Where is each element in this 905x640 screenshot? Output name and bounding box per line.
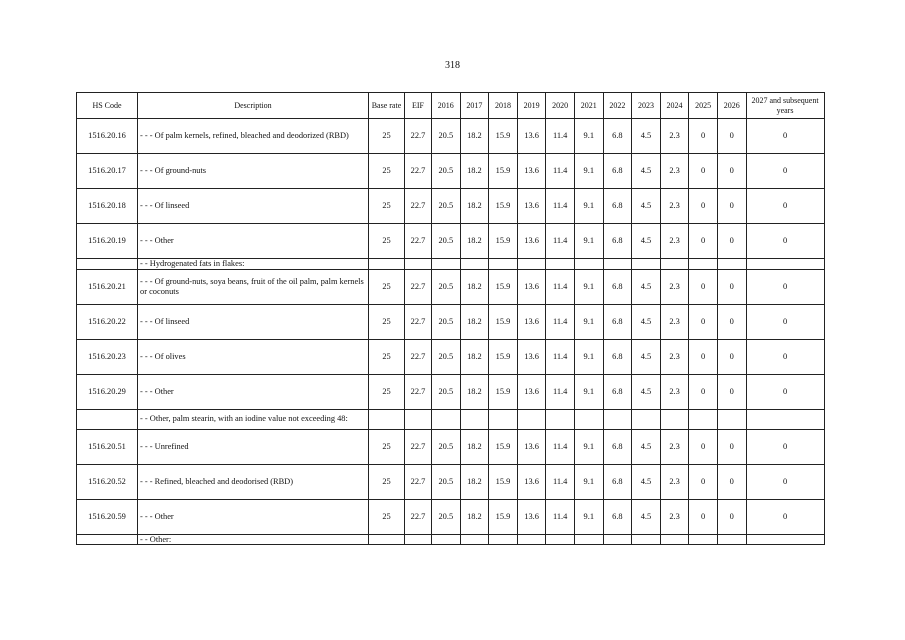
rate-cell: 0 xyxy=(746,224,824,259)
rate-cell: 9.1 xyxy=(574,429,603,464)
rate-cell: 18.2 xyxy=(460,304,489,339)
rate-cell xyxy=(432,259,461,270)
rate-cell: 9.1 xyxy=(574,374,603,409)
rate-cell xyxy=(517,409,546,429)
rate-cell: 25 xyxy=(369,464,405,499)
table-row xyxy=(77,534,825,545)
rate-cell xyxy=(489,409,518,429)
rate-cell xyxy=(603,534,632,545)
rate-cell: 9.1 xyxy=(574,339,603,374)
rate-cell: 13.6 xyxy=(517,119,546,154)
rate-cell: 20.5 xyxy=(432,304,461,339)
rate-cell: 25 xyxy=(369,269,405,304)
column-header: 2025 xyxy=(689,93,718,119)
rate-cell: 22.7 xyxy=(405,374,432,409)
rate-cell: 4.5 xyxy=(632,429,661,464)
rate-cell: 0 xyxy=(717,269,746,304)
column-header: Description xyxy=(138,93,369,119)
rate-cell: 0 xyxy=(717,429,746,464)
hs-code-cell: 1516.20.17 xyxy=(77,154,138,189)
rate-cell xyxy=(369,259,405,270)
rate-cell xyxy=(546,259,575,270)
rate-cell: 11.4 xyxy=(546,499,575,534)
rate-cell: 0 xyxy=(746,189,824,224)
table-header-row xyxy=(77,93,825,119)
description-cell: - - - Other xyxy=(138,499,369,534)
column-header: 2016 xyxy=(432,93,461,119)
tariff-schedule-table xyxy=(76,92,825,545)
rate-cell: 4.5 xyxy=(632,499,661,534)
rate-cell xyxy=(460,259,489,270)
rate-cell: 20.5 xyxy=(432,224,461,259)
rate-cell xyxy=(460,409,489,429)
rate-cell: 0 xyxy=(689,189,718,224)
rate-cell: 11.4 xyxy=(546,304,575,339)
rate-cell: 13.6 xyxy=(517,339,546,374)
rate-cell xyxy=(632,409,661,429)
rate-cell xyxy=(746,409,824,429)
rate-cell: 0 xyxy=(746,499,824,534)
rate-cell: 0 xyxy=(689,429,718,464)
rate-cell xyxy=(717,534,746,545)
table-row xyxy=(77,339,825,374)
rate-cell: 22.7 xyxy=(405,499,432,534)
table-row xyxy=(77,154,825,189)
rate-cell: 18.2 xyxy=(460,374,489,409)
rate-cell: 15.9 xyxy=(489,304,518,339)
rate-cell: 25 xyxy=(369,429,405,464)
rate-cell: 2.3 xyxy=(660,224,689,259)
rate-cell: 13.6 xyxy=(517,499,546,534)
rate-cell: 20.5 xyxy=(432,119,461,154)
rate-cell: 25 xyxy=(369,374,405,409)
hs-code-cell: 1516.20.59 xyxy=(77,499,138,534)
rate-cell xyxy=(517,259,546,270)
rate-cell: 0 xyxy=(746,269,824,304)
rate-cell: 0 xyxy=(717,189,746,224)
column-header: 2027 and subsequent years xyxy=(746,93,824,119)
rate-cell: 6.8 xyxy=(603,269,632,304)
rate-cell xyxy=(660,259,689,270)
column-header: 2026 xyxy=(717,93,746,119)
hs-code-cell: 1516.20.19 xyxy=(77,224,138,259)
table-row xyxy=(77,409,825,429)
rate-cell: 25 xyxy=(369,224,405,259)
rate-cell: 4.5 xyxy=(632,189,661,224)
rate-cell xyxy=(517,534,546,545)
rate-cell: 6.8 xyxy=(603,189,632,224)
rate-cell: 22.7 xyxy=(405,269,432,304)
hs-code-cell: 1516.20.52 xyxy=(77,464,138,499)
rate-cell: 11.4 xyxy=(546,429,575,464)
rate-cell xyxy=(489,534,518,545)
rate-cell: 4.5 xyxy=(632,374,661,409)
column-header: 2024 xyxy=(660,93,689,119)
rate-cell: 15.9 xyxy=(489,499,518,534)
description-cell: - - Hydrogenated fats in flakes: xyxy=(138,259,369,270)
description-cell: - - - Other xyxy=(138,374,369,409)
rate-cell xyxy=(689,534,718,545)
rate-cell: 15.9 xyxy=(489,374,518,409)
rate-cell xyxy=(660,409,689,429)
rate-cell: 0 xyxy=(717,499,746,534)
rate-cell: 9.1 xyxy=(574,464,603,499)
rate-cell: 6.8 xyxy=(603,374,632,409)
rate-cell: 0 xyxy=(717,374,746,409)
rate-cell: 0 xyxy=(746,374,824,409)
rate-cell: 0 xyxy=(689,154,718,189)
rate-cell xyxy=(717,409,746,429)
rate-cell: 22.7 xyxy=(405,154,432,189)
hs-code-cell: 1516.20.22 xyxy=(77,304,138,339)
description-cell: - - Other: xyxy=(138,534,369,545)
rate-cell: 20.5 xyxy=(432,154,461,189)
table-row xyxy=(77,374,825,409)
rate-cell: 2.3 xyxy=(660,464,689,499)
rate-cell xyxy=(546,409,575,429)
rate-cell: 0 xyxy=(689,499,718,534)
rate-cell: 13.6 xyxy=(517,429,546,464)
rate-cell: 20.5 xyxy=(432,464,461,499)
rate-cell: 0 xyxy=(717,464,746,499)
rate-cell: 18.2 xyxy=(460,189,489,224)
table-row xyxy=(77,189,825,224)
rate-cell: 0 xyxy=(717,119,746,154)
rate-cell xyxy=(432,409,461,429)
rate-cell: 25 xyxy=(369,499,405,534)
rate-cell: 9.1 xyxy=(574,304,603,339)
description-cell: - - - Unrefined xyxy=(138,429,369,464)
hs-code-cell: 1516.20.23 xyxy=(77,339,138,374)
rate-cell: 20.5 xyxy=(432,189,461,224)
rate-cell: 9.1 xyxy=(574,154,603,189)
rate-cell: 20.5 xyxy=(432,339,461,374)
rate-cell: 2.3 xyxy=(660,499,689,534)
rate-cell: 6.8 xyxy=(603,339,632,374)
rate-cell: 0 xyxy=(746,429,824,464)
rate-cell: 11.4 xyxy=(546,189,575,224)
column-header: 2019 xyxy=(517,93,546,119)
table-row xyxy=(77,259,825,270)
rate-cell: 22.7 xyxy=(405,189,432,224)
column-header: EIF xyxy=(405,93,432,119)
rate-cell: 0 xyxy=(746,464,824,499)
description-cell: - - - Of linseed xyxy=(138,189,369,224)
rate-cell: 11.4 xyxy=(546,374,575,409)
description-cell: - - - Of olives xyxy=(138,339,369,374)
rate-cell: 13.6 xyxy=(517,464,546,499)
rate-cell xyxy=(746,259,824,270)
rate-cell: 11.4 xyxy=(546,154,575,189)
rate-cell: 0 xyxy=(746,119,824,154)
rate-cell: 15.9 xyxy=(489,339,518,374)
rate-cell: 20.5 xyxy=(432,269,461,304)
rate-cell: 6.8 xyxy=(603,429,632,464)
rate-cell: 18.2 xyxy=(460,224,489,259)
rate-cell: 4.5 xyxy=(632,119,661,154)
rate-cell: 2.3 xyxy=(660,189,689,224)
rate-cell: 13.6 xyxy=(517,374,546,409)
rate-cell: 9.1 xyxy=(574,189,603,224)
rate-cell: 18.2 xyxy=(460,429,489,464)
rate-cell: 6.8 xyxy=(603,119,632,154)
rate-cell: 4.5 xyxy=(632,154,661,189)
rate-cell xyxy=(369,534,405,545)
description-cell: - - - Refined, bleached and deodorised (RBD) xyxy=(138,464,369,499)
rate-cell xyxy=(405,259,432,270)
rate-cell: 22.7 xyxy=(405,224,432,259)
rate-cell: 25 xyxy=(369,339,405,374)
hs-code-cell: 1516.20.51 xyxy=(77,429,138,464)
rate-cell: 0 xyxy=(689,269,718,304)
rate-cell: 11.4 xyxy=(546,224,575,259)
hs-code-cell xyxy=(77,259,138,270)
rate-cell: 18.2 xyxy=(460,154,489,189)
rate-cell: 11.4 xyxy=(546,464,575,499)
rate-cell: 20.5 xyxy=(432,499,461,534)
rate-cell: 18.2 xyxy=(460,269,489,304)
rate-cell xyxy=(546,534,575,545)
rate-cell: 6.8 xyxy=(603,499,632,534)
rate-cell: 13.6 xyxy=(517,189,546,224)
table-row xyxy=(77,304,825,339)
rate-cell xyxy=(603,259,632,270)
rate-cell: 11.4 xyxy=(546,119,575,154)
rate-cell: 0 xyxy=(689,119,718,154)
rate-cell xyxy=(632,259,661,270)
rate-cell xyxy=(603,409,632,429)
rate-cell: 22.7 xyxy=(405,464,432,499)
hs-code-cell: 1516.20.16 xyxy=(77,119,138,154)
rate-cell: 0 xyxy=(746,339,824,374)
rate-cell xyxy=(660,534,689,545)
rate-cell: 2.3 xyxy=(660,269,689,304)
rate-cell: 11.4 xyxy=(546,269,575,304)
table-row xyxy=(77,224,825,259)
rate-cell: 15.9 xyxy=(489,429,518,464)
rate-cell xyxy=(632,534,661,545)
rate-cell: 13.6 xyxy=(517,269,546,304)
column-header: 2017 xyxy=(460,93,489,119)
rate-cell: 0 xyxy=(717,339,746,374)
rate-cell: 0 xyxy=(689,464,718,499)
rate-cell: 2.3 xyxy=(660,374,689,409)
table-row xyxy=(77,269,825,304)
rate-cell xyxy=(369,409,405,429)
rate-cell: 20.5 xyxy=(432,374,461,409)
rate-cell: 4.5 xyxy=(632,269,661,304)
description-cell: - - - Of linseed xyxy=(138,304,369,339)
rate-cell: 18.2 xyxy=(460,499,489,534)
rate-cell xyxy=(717,259,746,270)
description-cell: - - - Of ground-nuts xyxy=(138,154,369,189)
rate-cell: 6.8 xyxy=(603,304,632,339)
rate-cell: 15.9 xyxy=(489,119,518,154)
rate-cell: 18.2 xyxy=(460,464,489,499)
rate-cell: 13.6 xyxy=(517,224,546,259)
rate-cell: 13.6 xyxy=(517,304,546,339)
rate-cell: 6.8 xyxy=(603,154,632,189)
rate-cell: 15.9 xyxy=(489,189,518,224)
column-header: 2023 xyxy=(632,93,661,119)
rate-cell: 0 xyxy=(746,304,824,339)
table-row xyxy=(77,119,825,154)
rate-cell: 15.9 xyxy=(489,464,518,499)
hs-code-cell xyxy=(77,409,138,429)
rate-cell xyxy=(574,259,603,270)
rate-cell: 6.8 xyxy=(603,224,632,259)
description-cell: - - - Of palm kernels, refined, bleached and deodorized (RBD) xyxy=(138,119,369,154)
column-header: 2022 xyxy=(603,93,632,119)
rate-cell: 0 xyxy=(689,304,718,339)
table-row xyxy=(77,429,825,464)
hs-code-cell xyxy=(77,534,138,545)
rate-cell: 15.9 xyxy=(489,154,518,189)
description-cell: - - - Other xyxy=(138,224,369,259)
rate-cell: 9.1 xyxy=(574,119,603,154)
rate-cell xyxy=(689,409,718,429)
rate-cell: 2.3 xyxy=(660,119,689,154)
rate-cell xyxy=(405,534,432,545)
rate-cell: 25 xyxy=(369,154,405,189)
hs-code-cell: 1516.20.18 xyxy=(77,189,138,224)
rate-cell: 13.6 xyxy=(517,154,546,189)
rate-cell: 0 xyxy=(689,374,718,409)
column-header: 2020 xyxy=(546,93,575,119)
rate-cell: 22.7 xyxy=(405,304,432,339)
rate-cell: 25 xyxy=(369,189,405,224)
rate-cell: 9.1 xyxy=(574,269,603,304)
rate-cell xyxy=(689,259,718,270)
rate-cell: 25 xyxy=(369,119,405,154)
rate-cell: 6.8 xyxy=(603,464,632,499)
rate-cell: 18.2 xyxy=(460,119,489,154)
rate-cell: 0 xyxy=(717,154,746,189)
rate-cell: 9.1 xyxy=(574,224,603,259)
rate-cell xyxy=(746,534,824,545)
rate-cell: 22.7 xyxy=(405,119,432,154)
rate-cell: 18.2 xyxy=(460,339,489,374)
rate-cell xyxy=(460,534,489,545)
rate-cell xyxy=(489,259,518,270)
rate-cell xyxy=(574,534,603,545)
column-header: 2018 xyxy=(489,93,518,119)
page-number: 318 xyxy=(445,60,460,71)
table-row xyxy=(77,499,825,534)
column-header: HS Code xyxy=(77,93,138,119)
rate-cell: 22.7 xyxy=(405,429,432,464)
rate-cell xyxy=(574,409,603,429)
rate-cell: 2.3 xyxy=(660,429,689,464)
table-row xyxy=(77,464,825,499)
column-header: 2021 xyxy=(574,93,603,119)
rate-cell: 9.1 xyxy=(574,499,603,534)
rate-cell: 4.5 xyxy=(632,304,661,339)
description-cell: - - Other, palm stearin, with an iodine value not exceeding 48: xyxy=(138,409,369,429)
rate-cell: 0 xyxy=(689,339,718,374)
rate-cell: 0 xyxy=(717,304,746,339)
rate-cell: 4.5 xyxy=(632,339,661,374)
rate-cell: 0 xyxy=(746,154,824,189)
rate-cell: 2.3 xyxy=(660,339,689,374)
rate-cell: 11.4 xyxy=(546,339,575,374)
rate-cell xyxy=(405,409,432,429)
rate-cell: 2.3 xyxy=(660,154,689,189)
rate-cell: 4.5 xyxy=(632,224,661,259)
table-body xyxy=(77,119,825,545)
rate-cell: 4.5 xyxy=(632,464,661,499)
hs-code-cell: 1516.20.21 xyxy=(77,269,138,304)
column-header: Base rate xyxy=(369,93,405,119)
rate-cell: 15.9 xyxy=(489,224,518,259)
hs-code-cell: 1516.20.29 xyxy=(77,374,138,409)
rate-cell: 0 xyxy=(717,224,746,259)
rate-cell: 0 xyxy=(689,224,718,259)
description-cell: - - - Of ground-nuts, soya beans, fruit of the oil palm, palm kernels or coconuts xyxy=(138,269,369,304)
rate-cell: 25 xyxy=(369,304,405,339)
rate-cell xyxy=(432,534,461,545)
rate-cell: 20.5 xyxy=(432,429,461,464)
rate-cell: 22.7 xyxy=(405,339,432,374)
rate-cell: 15.9 xyxy=(489,269,518,304)
rate-cell: 2.3 xyxy=(660,304,689,339)
